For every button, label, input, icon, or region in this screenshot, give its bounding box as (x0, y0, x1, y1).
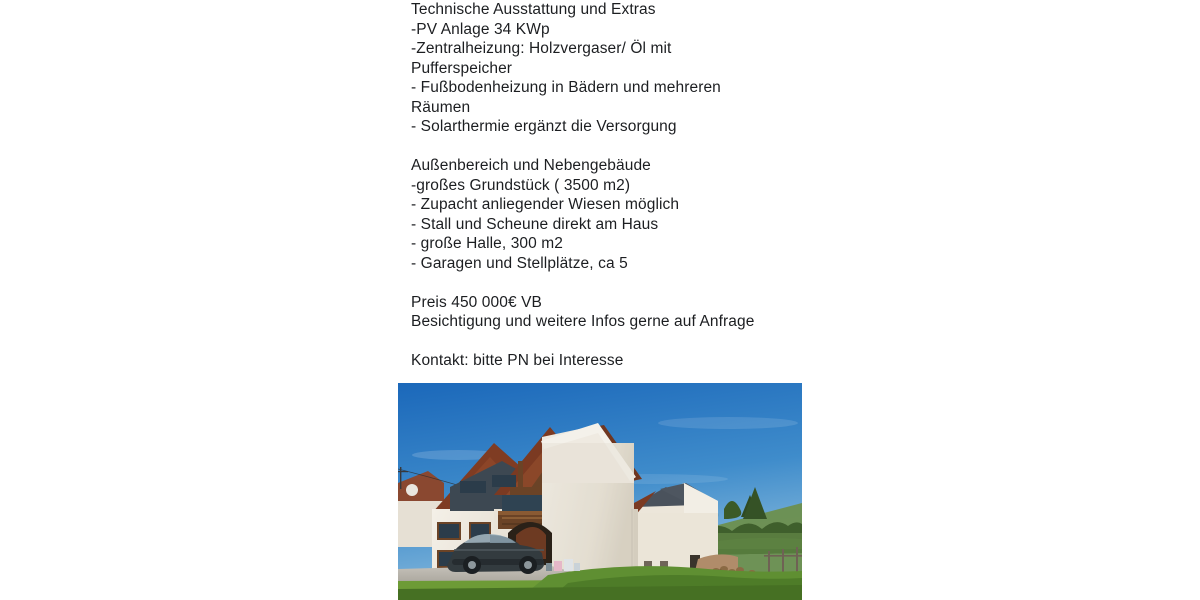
post-line: -Zentralheizung: Holzvergaser/ Öl mit (411, 40, 672, 57)
post-column (398, 0, 802, 600)
post-line: - Fußbodenheizung in Bädern und mehreren (411, 79, 721, 96)
post-paragraph-outdoor (411, 156, 790, 273)
paragraph-gap (411, 137, 790, 157)
post-line: Außenbereich und Nebengebäude (411, 157, 651, 174)
post-line: - Solarthermie ergänzt die Versorgung (411, 118, 677, 135)
post-line: - Stall und Scheune direkt am Haus (411, 215, 659, 233)
post-line: -PV Anlage 34 KWp (411, 20, 550, 38)
post-line: - Garagen und Stellplätze, ca 5 (411, 254, 628, 272)
post-photo[interactable] (398, 383, 802, 600)
post-line: Technische Ausstattung und Extras (411, 1, 656, 18)
post-line: Pufferspeicher (411, 59, 513, 77)
post-paragraph-features (411, 0, 790, 137)
post-line: Räumen (411, 98, 471, 116)
paragraph-gap (411, 332, 790, 352)
post-line: Preis 450 000€ VB (411, 293, 542, 311)
post-line: Besichtigung und weitere Infos gerne auf Anfrage (411, 313, 755, 330)
post-line: Kontakt: bitte PN bei Interesse (411, 352, 624, 369)
post-line: - große Halle, 300 m2 (411, 235, 563, 252)
post-paragraph-contact (411, 351, 790, 371)
property-photo-illustration (398, 383, 802, 600)
post-line: -großes Grundstück ( 3500 m2) (411, 176, 631, 194)
paragraph-gap (411, 273, 790, 293)
post-body-text (398, 0, 802, 371)
post-line: - Zupacht anliegender Wiesen möglich (411, 196, 680, 213)
post-paragraph-price (411, 293, 790, 332)
